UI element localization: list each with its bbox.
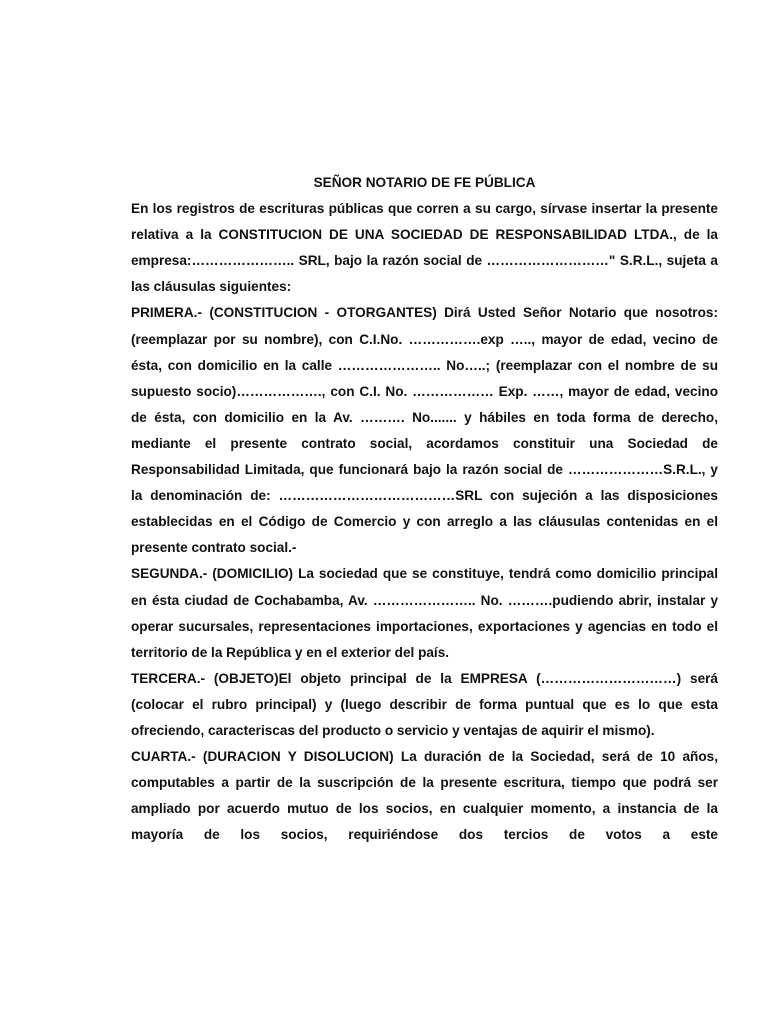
clause-segunda: SEGUNDA.- (DOMICILIO) La sociedad que se constituye, tendrá como domicilio principal en ésta ciudad de Cochabamba, Av. ………………….. No. ……….pudiendo abrir, instalar y operar sucursales, representaciones importaciones, exportaciones y agencias en todo el territorio de la República y en el exterior del país. [131, 566, 718, 660]
clause-primera: PRIMERA.- (CONSTITUCION - OTORGANTES) Dirá Usted Señor Notario que nosotros: (reemplazar por su nombre), con C.I.No. …………….exp ….., mayor de edad, vecino de ésta, con domicilio en la calle ………………….. No…..; (reemplazar con el nombre de su supuesto socio)………………., con C.I. No. ……………… Exp. ……, mayor de edad, vecino de ésta, con domicilio en la Av. ………. No....... y hábiles en toda forma de derecho, mediante el presente contrato social, acordamos constituir una Sociedad de Responsabilidad Limitada, que funcionará bajo la razón social de …………………S.R.L., y la denominación de: …………………………………SRL con sujeción a las disposiciones establecidas en el Código de Comercio y con arreglo a las cláusulas contenidas en el presente contrato social.- [131, 305, 718, 556]
clause-cuarta: CUARTA.- (DURACION Y DISOLUCION) La duración de la Sociedad, será de 10 años, computables a partir de la suscripción de la presente escritura, tiempo que podrá ser ampliado por acuerdo mutuo de los socios, en cualquier momento, a instancia de la mayoría de los socios, requiriéndose dos tercios de votos a este [131, 749, 718, 843]
clause-tercera: TERCERA.- (OBJETO)El objeto principal de la EMPRESA (…………………………) será (colocar el rubro principal) y (luego describir de forma puntual que es lo que esta ofreciendo, caracteriscas del producto o servicio y ventajas de aquirir el mismo). [131, 670, 718, 738]
document-page [131, 170, 718, 848]
document-title: SEÑOR NOTARIO DE FE PÚBLICA [313, 175, 536, 190]
intro-paragraph: En los registros de escrituras públicas que corren a su cargo, sírvase insertar la presente relativa a la CONSTITUCION DE UNA SOCIEDAD DE RESPONSABILIDAD LTDA., de la empresa:………………….. SRL, bajo la razón social de ………………………" S.R.L., sujeta a las cláusulas siguientes: [131, 201, 718, 295]
